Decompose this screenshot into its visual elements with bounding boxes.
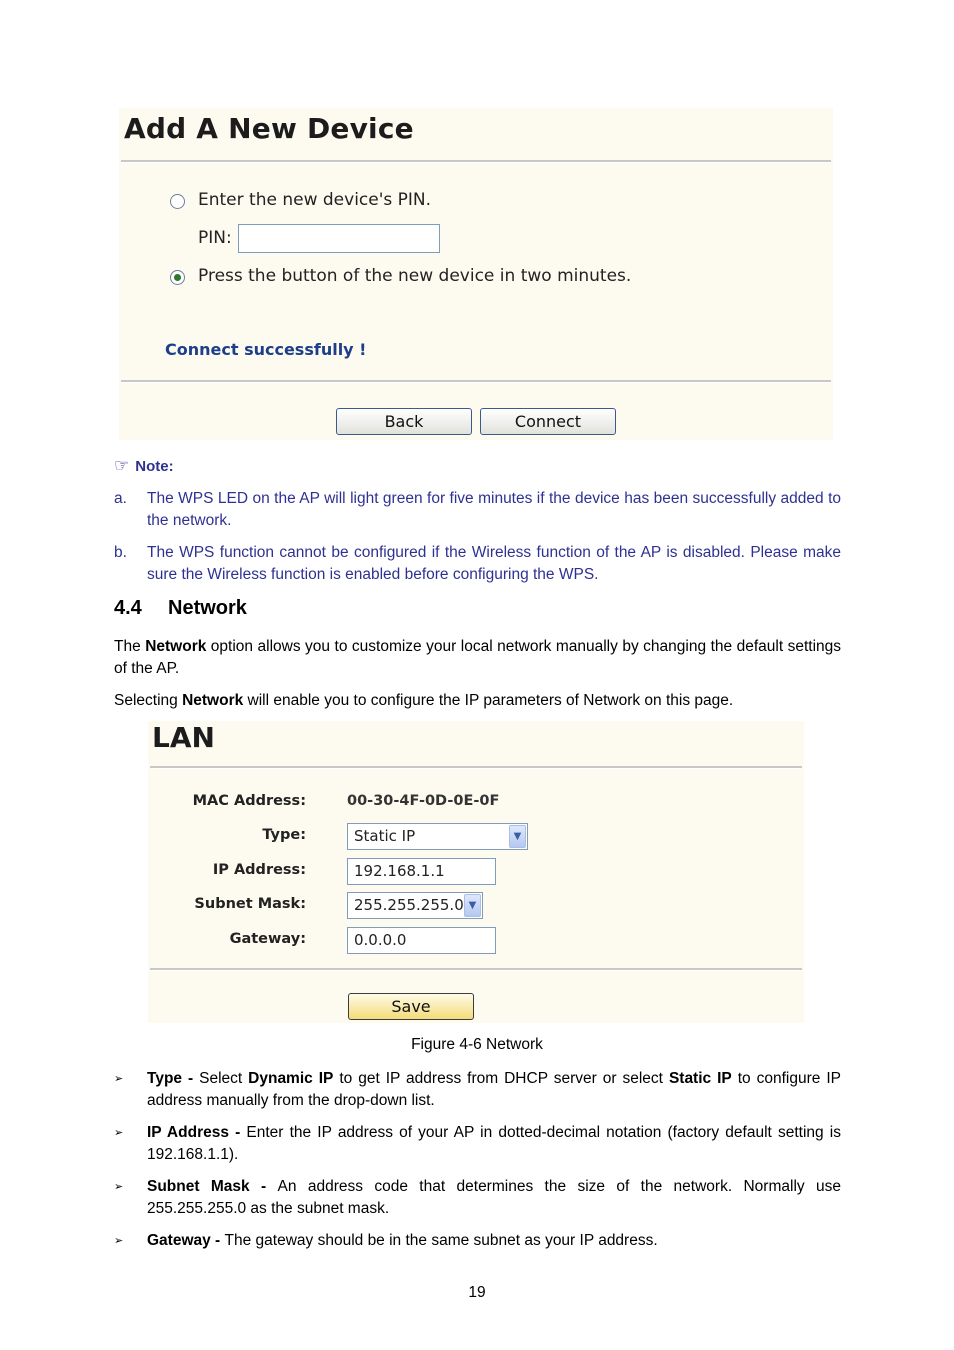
note-item — [114, 542, 841, 586]
pin-option-radio[interactable] — [170, 194, 185, 209]
section-heading — [114, 597, 247, 620]
note-item-label: a. — [114, 490, 127, 507]
bullet-item: ➢ Type - Select Dynamic IP to get IP address from DHCP server or select Static IP to configure IP address manually from the drop-down list. — [114, 1070, 841, 1109]
divider — [150, 968, 802, 971]
note-item-label: b. — [114, 544, 127, 561]
pin-option-label: Enter the new device's PIN. — [198, 190, 432, 210]
arrow-bullet-icon: ➢ — [114, 1073, 124, 1085]
type-label: Type: — [262, 827, 306, 843]
note-title: Note: — [135, 458, 174, 475]
divider — [121, 380, 831, 383]
paragraph: The Network option allows you to customize your local network manually by changing the default settings of the AP. — [114, 638, 842, 677]
chevron-down-icon[interactable]: ▼ — [464, 894, 481, 917]
mac-address-label: MAC Address: — [192, 793, 306, 809]
mac-address-value: 00-30-4F-0D-0E-0F — [347, 793, 500, 809]
paragraph: Selecting Network will enable you to configure the IP parameters of Network on this page. — [114, 692, 734, 709]
chevron-down-icon[interactable]: ▼ — [509, 825, 526, 848]
subnet-mask-label: Subnet Mask: — [194, 896, 306, 912]
add-device-title: Add A New Device — [124, 112, 414, 145]
note-item — [114, 488, 841, 532]
type-select-value: Static IP — [354, 827, 416, 845]
arrow-bullet-icon: ➢ — [114, 1127, 124, 1139]
connect-button[interactable]: Connect — [480, 408, 616, 435]
note-heading — [114, 456, 174, 476]
divider — [121, 160, 831, 163]
add-device-panel — [119, 108, 833, 440]
section-title: Network — [168, 597, 247, 619]
button-option-label: Press the button of the new device in two minutes. — [198, 266, 632, 286]
bullet-item: ➢ Gateway - The gateway should be in the same subnet as your IP address. — [114, 1230, 841, 1252]
bullet-item: ➢ Subnet Mask - An address code that determines the size of the network. Normally use 255.255.255.0 as the subnet mask. — [114, 1178, 841, 1217]
arrow-bullet-icon: ➢ — [114, 1181, 124, 1193]
bullet-item: ➢ IP Address - Enter the IP address of your AP in dotted-decimal notation (factory default setting is 192.168.1.1). — [114, 1124, 841, 1163]
button-option-radio[interactable] — [170, 270, 185, 285]
ip-address-label: IP Address: — [212, 862, 306, 878]
ip-address-input[interactable]: 192.168.1.1 — [347, 858, 496, 885]
lan-title: LAN — [152, 721, 215, 754]
figure-caption: Figure 4-6 Network — [411, 1036, 543, 1053]
type-select[interactable] — [347, 823, 528, 850]
divider — [150, 766, 802, 769]
lan-panel — [148, 721, 804, 1023]
section-number: 4.4 — [114, 597, 142, 619]
subnet-mask-value: 255.255.255.0 — [354, 896, 464, 914]
arrow-bullet-icon: ➢ — [114, 1235, 124, 1247]
gateway-label: Gateway: — [229, 931, 306, 947]
pin-label: PIN: — [198, 228, 232, 248]
connect-status: Connect successfully ! — [165, 340, 367, 359]
pointing-hand-icon: ☞ — [114, 456, 130, 475]
back-button[interactable]: Back — [336, 408, 472, 435]
note-item-text: The WPS LED on the AP will light green for five minutes if the device has been successfully added to the network. — [147, 490, 841, 529]
note-item-text: The WPS function cannot be configured if the Wireless function of the AP is disabled. Please make sure the Wireless function is enabled before configuring the WPS. — [147, 544, 841, 583]
pin-input[interactable] — [238, 224, 440, 253]
page-number: 19 — [468, 1284, 486, 1301]
gateway-input[interactable]: 0.0.0.0 — [347, 927, 496, 954]
save-button[interactable]: Save — [348, 993, 474, 1020]
subnet-mask-select[interactable] — [347, 892, 483, 919]
